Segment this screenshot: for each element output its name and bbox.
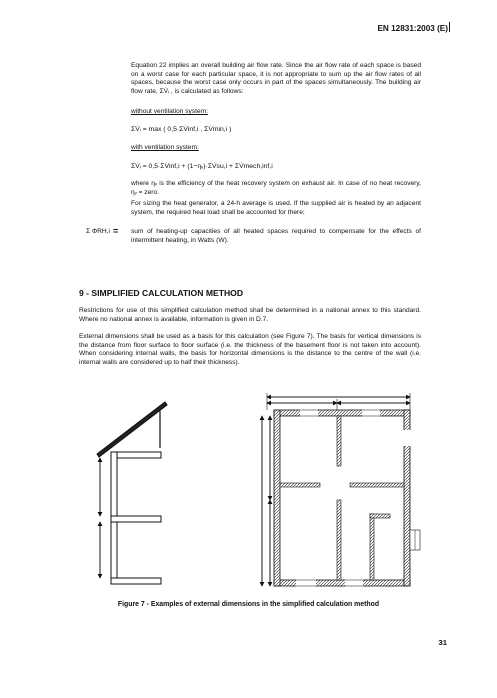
efficiency-note: where ηᵥ is the efficiency of the heat recovery system on exhaust air. In case of no heat recovery, ηᵥ = zero.: [131, 180, 421, 196]
section-diagram: [97, 402, 167, 584]
plan-diagram: [262, 393, 420, 587]
sizing-note: For sizing the heat generator, a 24-h average is used. If the supplied air is heated by an adjacent system, the required heat load shall be accounted for there;: [131, 200, 421, 216]
without-ventilation-label: without ventilation system:: [131, 108, 208, 115]
intro-paragraph: Equation 22 implies an overall building air flow rate. Since the air flow rate of each space is based on a worst case for each particular space, it is not appropriate to sum up the air flow rates of all spaces, because the worst case only occurs in part of the spaces simultaneously. The building air flow rate, ΣV̇ᵢ , is calculated as follows:: [131, 62, 421, 95]
section-paragraph-2: External dimensions shall be used as a basis for this calculation (see Figure 7). The basis for vertical dimensions is the distance from floor surface to floor surface (i.e. the thickness of the basement floor is not taken into account). When considering internal walls, the basis for horizontal dimensions is the distance to the centre of the wall (i.e. internal walls are considered up to half their thickness).: [79, 333, 421, 366]
definition-equals: =: [113, 226, 119, 236]
equation-with-ventilation: ΣV̇ᵢ = 0,5·ΣV̇inf,i + (1−ηᵥ)·ΣV̇su,i + ΣV̇mech,inf,i: [131, 163, 273, 170]
equation-without-ventilation: ΣV̇ᵢ = max ( 0,5·ΣV̇inf,i , ΣV̇min,i ): [131, 126, 232, 133]
roof: [97, 402, 167, 457]
figure-caption: Figure 7 - Examples of external dimensions in the simplified calculation method: [117, 601, 380, 608]
section-title: 9 - SIMPLIFIED CALCULATION METHOD: [79, 288, 244, 298]
definition-text: sum of heating-up capacities of all heated spaces required to compensate for the effects of intermittent heating, in Watts (W).: [131, 228, 421, 244]
with-ventilation-label: with ventilation system:: [131, 144, 199, 151]
section-paragraph-1: Restrictions for use of this simplified calculation method shall be determined in a national annex to this standard. Where no national annex is available, information is given in D.7.: [79, 307, 421, 323]
document-id: EN 12831:2003 (E): [377, 24, 448, 33]
page-number: 31: [438, 638, 447, 647]
definition-symbol: Σ ΦRH,i: [86, 228, 110, 235]
